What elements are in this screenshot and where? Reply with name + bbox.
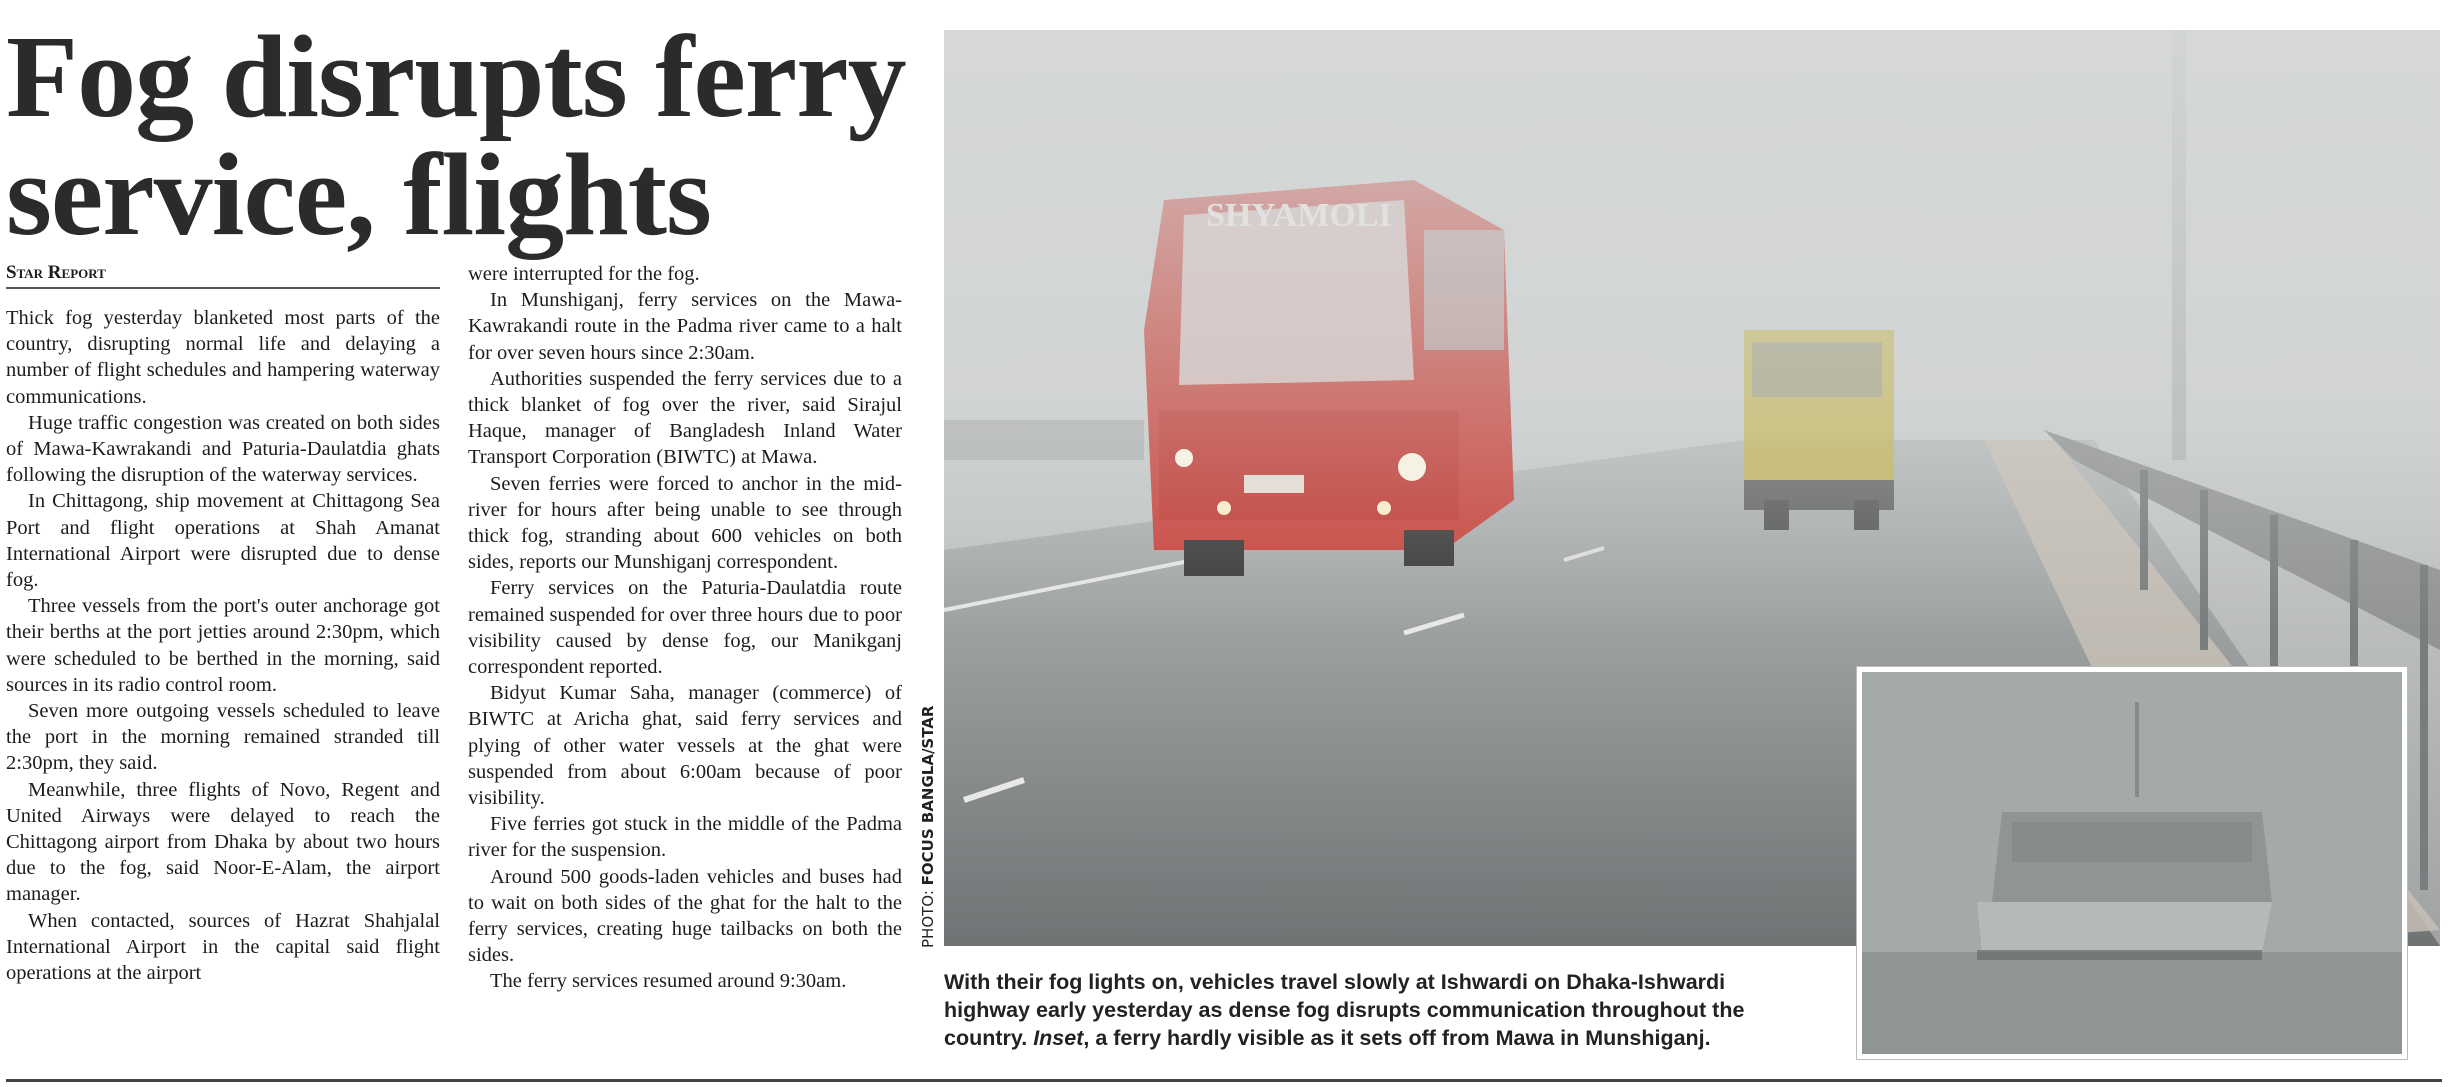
paragraph: Thick fog yesterday blanketed most parts of the country, disrupting normal life and delaying a number of flight schedules and hampering waterway communications.	[6, 307, 440, 408]
paragraph: Ferry services on the Paturia-Daulatdia route remained suspended for over three hours due to poor visibility caused by dense fog, our Manikganj correspondent reported.	[468, 577, 902, 679]
paragraph: Seven more outgoing vessels scheduled to leave the port in the morning remained stranded till 2:30pm, they said.	[6, 700, 440, 775]
photo-credit-name: FOCUS BANGLA/STAR	[919, 705, 937, 886]
inset-photo	[1857, 667, 2407, 1059]
paragraph: Huge traffic congestion was created on both sides of Mawa-Kawrakandi and Paturia-Daulatdia ghats following the disruption of the waterway services.	[6, 411, 440, 487]
caption-inset-label: Inset	[1033, 1026, 1084, 1050]
paragraph: When contacted, sources of Hazrat Shahjalal International Airport in the capital said flight operations at the airport	[6, 909, 440, 985]
paragraph: Authorities suspended the ferry services due to a thick blanket of fog over the river, said Sirajul Haque, manager of Bangladesh Inland Water Transport Corporation (BIWTC) at Mawa.	[468, 367, 902, 469]
article-column-1	[6, 305, 440, 986]
paragraph: were interrupted for the fog.	[468, 263, 700, 285]
photo-credit	[919, 706, 937, 948]
paragraph: Bidyut Kumar Saha, manager (commerce) of BIWTC at Aricha ghat, said ferry services and plying of other water vessels at the ghat were suspended from about 6:00am because of poor visibility.	[468, 682, 902, 810]
headline: Fog disrupts ferry service, flights	[6, 11, 906, 260]
paragraph: Meanwhile, three flights of Novo, Regent and United Airways were delayed to reach the Chittagong airport from Dhaka by about two hours due to the fog, said Noor-E-Alam, the airport manager.	[6, 778, 440, 906]
paragraph: Five ferries got stuck in the middle of the Padma river for the suspension.	[468, 813, 902, 862]
caption-main: With their fog lights on, vehicles travel slowly at Ishwardi on Dhaka-Ishwardi highway early yesterday as dense fog disrupts communication throughout the country.	[944, 970, 1745, 1050]
photo-credit-label: PHOTO:	[919, 890, 937, 948]
paragraph: Three vessels from the port's outer anchorage got their berths at the port jetties around 2:30pm, which were scheduled to be berthed in the morning, said sources in its radio control room.	[6, 595, 440, 696]
foggy-ferry-scene	[1862, 672, 2402, 1054]
byline: Star Report	[6, 262, 440, 289]
paragraph: Seven ferries were forced to anchor in the mid-river for hours after being unable to see through thick fog, stranding about 600 vehicles on both sides, reports our Munshiganj correspondent.	[468, 472, 902, 574]
article-column-2	[468, 261, 902, 995]
photo-caption	[944, 968, 1764, 1052]
paragraph: Around 500 goods-laden vehicles and buses had to wait on both sides of the ghat for the halt to the ferry services, creating huge tailbacks on both the sides.	[468, 865, 902, 967]
paragraph: The ferry services resumed around 9:30am.	[490, 970, 847, 993]
bottom-rule	[6, 1079, 2442, 1082]
paragraph: In Munshiganj, ferry services on the Mawa-Kawrakandi route in the Padma river came to a halt for over seven hours since 2:30am.	[468, 289, 902, 364]
caption-inset-text: , a ferry hardly visible as it sets off from Mawa in Munshiganj.	[1083, 1026, 1711, 1050]
paragraph: In Chittagong, ship movement at Chittagong Sea Port and flight operations at Shah Amanat International Airport were disrupted due to dense fog.	[6, 490, 440, 592]
